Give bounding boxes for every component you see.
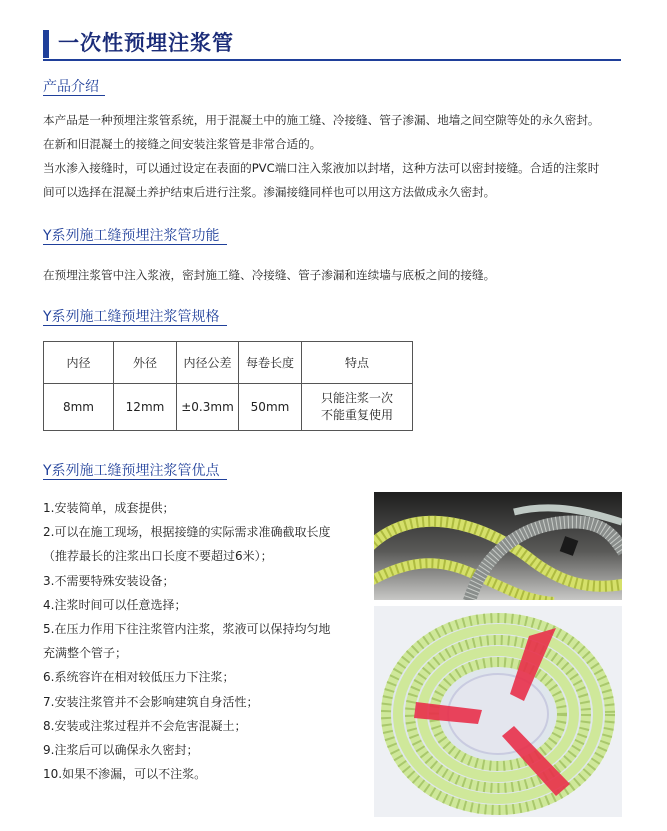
- intro-line: 本产品是一种预埋注浆管系统，用于混凝土中的施工缝、冷接缝、管子渗漏、地墙之间空隙等处的永久密封。: [43, 113, 600, 127]
- tubes-illustration: [374, 492, 622, 600]
- spec-header-cell: 外径: [114, 342, 177, 384]
- spec-header-cell: 每卷长度: [239, 342, 302, 384]
- page-title: 一次性预埋注浆管: [58, 31, 234, 55]
- tubes-photo: [374, 492, 622, 600]
- function-text: 在预埋注浆管中注入浆液，密封施工缝、冷接缝、管子渗漏和连续墙与底板之间的接缝。: [43, 268, 496, 282]
- intro-line: 在新和旧混凝土的接缝之间安装注浆管是非常合适的。: [43, 137, 322, 151]
- spec-header-row: [44, 342, 413, 384]
- function-heading: Y系列施工缝预埋注浆管功能: [43, 228, 220, 244]
- spec-feature-line: 只能注浆一次: [320, 391, 393, 405]
- title-divider: [43, 59, 621, 61]
- list-item: 6.系统容许在相对较低压力下注浆；: [43, 670, 235, 685]
- spec-cell: ±0.3mm: [177, 384, 239, 431]
- spec-header-cell: 内径: [44, 342, 114, 384]
- list-item: 2.可以在施工现场，根据接缝的实际需求准确截取长度: [43, 525, 331, 540]
- list-item: （推荐最长的注浆出口长度不要超过6米）；: [43, 549, 273, 564]
- list-item: 1.安装简单，成套提供；: [43, 501, 175, 515]
- list-item: 9.注浆后可以确保永久密封；: [43, 742, 199, 757]
- list-item: 8.安装或注浆过程并不会危害混凝土；: [43, 718, 247, 733]
- advantages-heading: Y系列施工缝预埋注浆管优点: [43, 463, 220, 479]
- intro-heading-underline: [43, 95, 105, 96]
- list-item: 4.注浆时间可以任意选择；: [43, 597, 187, 612]
- advantages-heading-underline: [43, 479, 227, 480]
- spec-header-cell: 内径公差: [177, 342, 239, 384]
- spec-table: [43, 341, 413, 431]
- spec-heading-underline: [43, 325, 227, 326]
- coil-photo: [374, 606, 622, 817]
- intro-line: 间可以选择在混凝土养护结束后进行注浆。渗漏接缝同样也可以用这方法做成永久密封。: [43, 185, 496, 199]
- spec-data-row: [44, 384, 413, 431]
- spec-feature-line: 不能重复使用: [320, 408, 393, 422]
- list-item: 7.安装注浆管并不会影响建筑自身活性；: [43, 694, 259, 709]
- spec-header-cell: 特点: [302, 342, 413, 384]
- intro-heading: 产品介绍: [43, 79, 99, 95]
- function-heading-underline: [43, 244, 227, 245]
- intro-line: 当水渗入接缝时，可以通过设定在表面的PVC端口注入浆液加以封堵，这种方法可以密封接缝。合适的注浆时: [43, 161, 600, 175]
- title-accent-bar: [43, 30, 49, 58]
- advantages-list: [43, 496, 330, 786]
- spec-cell: 50mm: [239, 384, 302, 431]
- spec-cell-feature: [302, 384, 413, 431]
- list-item: 3.不需要特殊安装设备；: [43, 573, 175, 588]
- list-item: 10.如果不渗漏，可以不注浆。: [43, 767, 207, 782]
- spec-heading: Y系列施工缝预埋注浆管规格: [43, 309, 220, 325]
- list-item: 5.在压力作用下往注浆管内注浆，浆液可以保持均匀地: [43, 621, 331, 636]
- list-item: 充满整个管子；: [43, 646, 128, 661]
- spec-cell: 12mm: [114, 384, 177, 431]
- intro-paragraph: [43, 108, 600, 204]
- coil-illustration: [374, 606, 622, 817]
- spec-cell: 8mm: [44, 384, 114, 431]
